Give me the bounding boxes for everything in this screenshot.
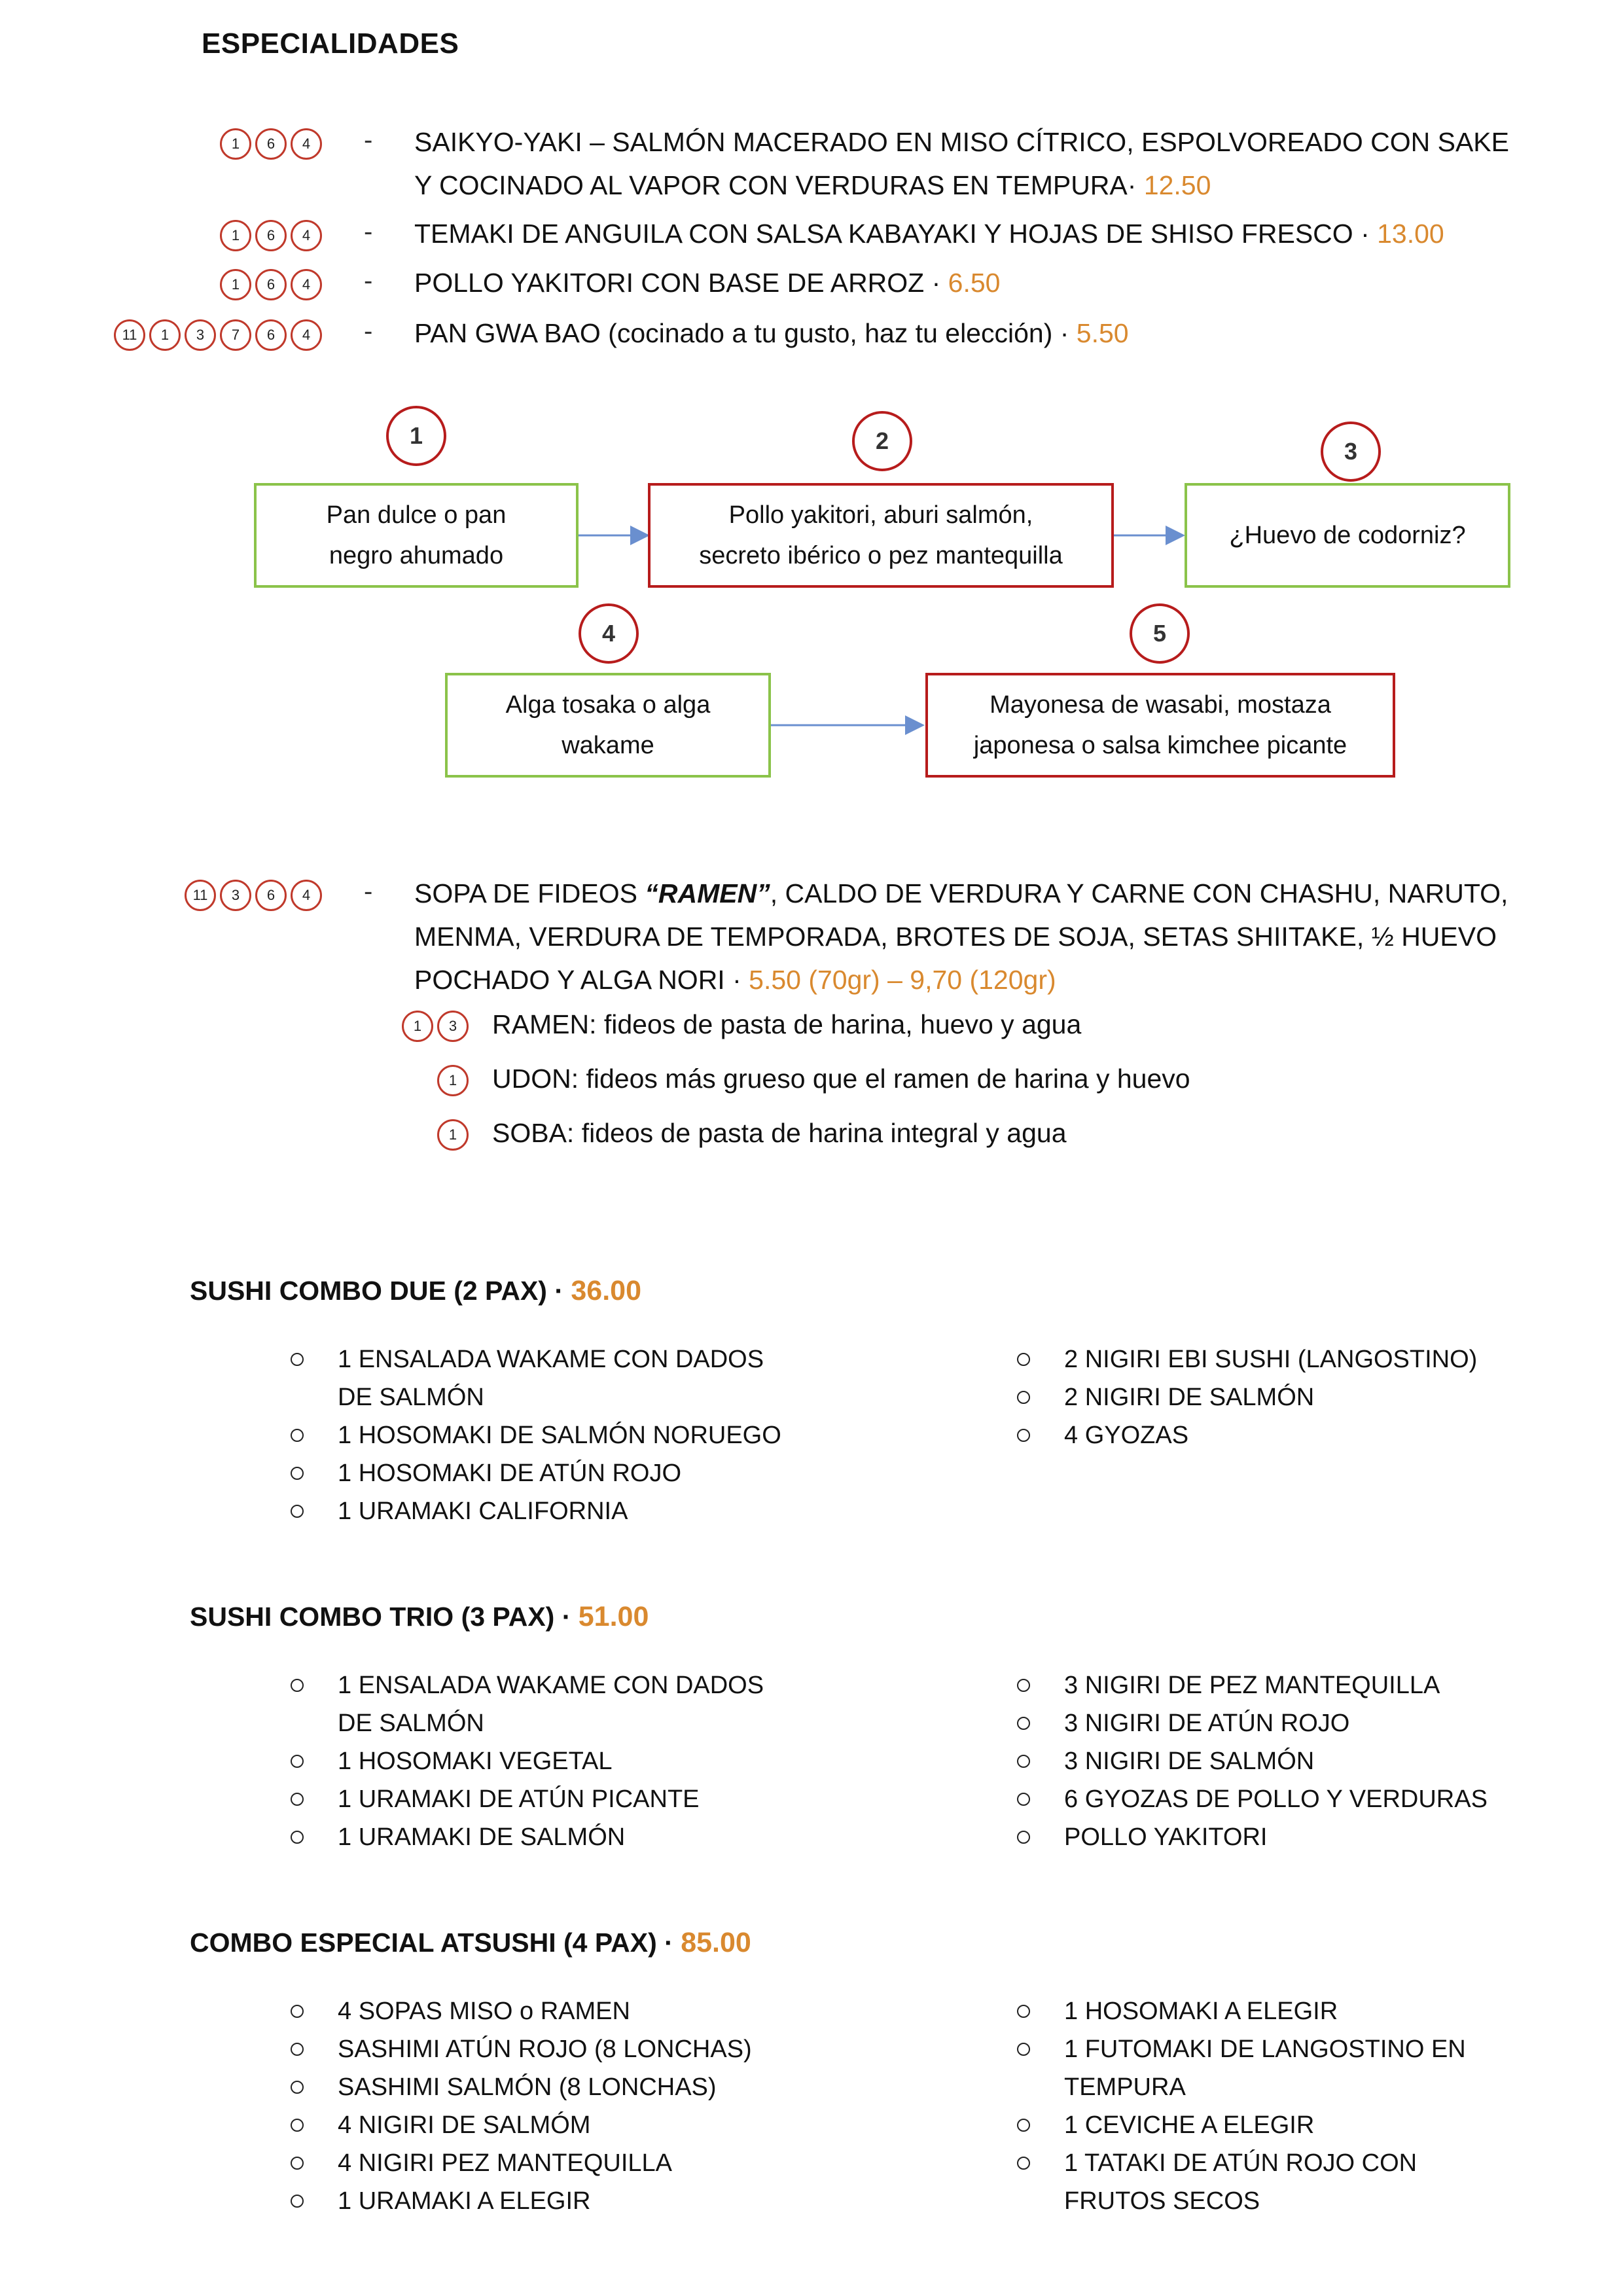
flow-step-text: Mayonesa de wasabi, mostaza [990, 691, 1331, 719]
combo-due [0, 1275, 1623, 1537]
combo-item [291, 1780, 880, 1818]
bullet-icon [291, 1679, 304, 1692]
flow-step-text: secreto ibérico o pez mantequilla [699, 542, 1063, 569]
bullet-icon [1017, 1679, 1030, 1692]
combo-items-left [291, 1666, 880, 1856]
flow-step-text: japonesa o salsa kimchee picante [973, 732, 1347, 759]
bullet-icon [291, 2157, 304, 2170]
combo-item [291, 1492, 880, 1530]
bullet-icon [291, 2119, 304, 2132]
allergen-badge: 4 [291, 880, 322, 911]
combo-item-text: 1 HOSOMAKI DE SALMÓN NORUEGO [338, 1422, 781, 1449]
allergen-badge: 6 [255, 220, 287, 251]
bullet-icon [291, 2195, 304, 2208]
page-heading: ESPECIALIDADES [202, 27, 459, 60]
noodle-text: SOBA: fideos de pasta de harina integral y agua [492, 1118, 1067, 1148]
combo-items-right [1017, 1992, 1554, 2220]
combo-item-text: 4 NIGIRI DE SALMÓM [338, 2111, 591, 2139]
bullet-icon [291, 1429, 304, 1442]
combo-item [1017, 1818, 1554, 1856]
combo-item [291, 1742, 880, 1780]
flow-step-number-2: 2 [852, 411, 912, 471]
noodle-option-soba [0, 1117, 1623, 1162]
combo-item-text: 6 GYOZAS DE POLLO Y VERDURAS [1064, 1785, 1488, 1813]
allergen-badge: 4 [291, 269, 322, 300]
bullet-icon [1017, 2043, 1030, 2056]
dish-description [414, 261, 1527, 304]
combo-item [1017, 1666, 1554, 1704]
combo-item-text: 1 FUTOMAKI DE LANGOSTINO EN TEMPURA [1064, 2036, 1466, 2101]
combo-item-text: 1 URAMAKI DE SALMÓN [338, 1823, 626, 1851]
ramen-emphasis: “RAMEN” [645, 878, 770, 908]
combo-name: SUSHI COMBO DUE (2 PAX) · [190, 1276, 571, 1306]
flow-step-text: Pollo yakitori, aburi salmón, [728, 501, 1033, 529]
combo-item [291, 2030, 880, 2068]
combo-item [1017, 1378, 1554, 1416]
combo-item [1017, 1992, 1554, 2030]
allergen-badge: 1 [220, 128, 251, 160]
bullet-icon [1017, 1793, 1030, 1806]
bullet-icon [291, 1831, 304, 1844]
flow-step-box-4 [445, 673, 771, 778]
dish-name: TEMAKI DE ANGUILA CON SALSA KABAYAKI Y HOJAS DE SHISO FRESCO · [414, 219, 1370, 249]
combo-items-left [291, 1340, 880, 1530]
combo-price: 85.00 [681, 1927, 751, 1958]
combo-item [291, 1992, 880, 2030]
allergen-badge: 6 [255, 319, 287, 351]
combo-item-text: 3 NIGIRI DE ATÚN ROJO [1064, 1710, 1350, 1737]
flow-step-text: Alga tosaka o alga [505, 691, 711, 719]
allergen-badge: 3 [220, 880, 251, 911]
combo-item [1017, 2030, 1554, 2106]
dish-dash: - [364, 317, 373, 346]
allergen-badge: 1 [149, 319, 181, 351]
bullet-icon [1017, 1755, 1030, 1768]
dish-price: 13.00 [1369, 219, 1444, 249]
dish-price: 5.50 [1069, 318, 1129, 348]
bullet-icon [1017, 2157, 1030, 2170]
bullet-icon [1017, 1831, 1030, 1844]
combo-item-text: SASHIMI SALMÓN (8 LONCHAS) [338, 2073, 717, 2101]
dish-saikyo-yaki [0, 126, 1623, 211]
dish-ramen [0, 877, 1623, 1008]
combo-item-text: 2 NIGIRI EBI SUSHI (LANGOSTINO) [1064, 1346, 1478, 1373]
combo-item-text: 4 NIGIRI PEZ MANTEQUILLA [338, 2149, 672, 2177]
combo-item [1017, 2144, 1554, 2220]
noodle-text: UDON: fideos más grueso que el ramen de harina y huevo [492, 1064, 1190, 1094]
allergen-badge: 6 [255, 269, 287, 300]
combo-atsushi [0, 1927, 1623, 2241]
bullet-icon [291, 2043, 304, 2056]
dish-pollo-yakitori [0, 266, 1623, 310]
combo-item [291, 2182, 880, 2220]
combo-item [291, 2068, 880, 2106]
allergen-badge: 3 [437, 1011, 469, 1042]
bullet-icon [291, 2005, 304, 2018]
flow-step-box-2 [648, 483, 1114, 588]
combo-item-text: 1 ENSALADA WAKAME CON DADOS DE SALMÓN [338, 1672, 764, 1737]
dish-name: POCHADO Y ALGA NORI · [414, 965, 741, 995]
bullet-icon [291, 1793, 304, 1806]
dish-name: , CALDO DE VERDURA Y CARNE CON CHASHU, NARUTO, [770, 878, 1508, 908]
combo-item-text: 1 HOSOMAKI DE ATÚN ROJO [338, 1460, 682, 1487]
combo-item [291, 1454, 880, 1492]
combo-item-text: 1 ENSALADA WAKAME CON DADOS DE SALMÓN [338, 1346, 764, 1411]
flow-step-number-5: 5 [1130, 603, 1190, 664]
combo-title [190, 1927, 751, 1959]
flow-step-number-4: 4 [579, 603, 639, 664]
dish-price: 12.50 [1136, 170, 1211, 200]
flow-step-text: ¿Huevo de codorniz? [1229, 522, 1466, 549]
combo-name: COMBO ESPECIAL ATSUSHI (4 PAX) · [190, 1928, 681, 1958]
combo-items-right [1017, 1666, 1554, 1856]
flow-step-text: wakame [562, 732, 654, 759]
dish-dash: - [364, 877, 373, 906]
bullet-icon [291, 1505, 304, 1518]
combo-title [190, 1601, 649, 1633]
flow-step-box-5 [925, 673, 1395, 778]
noodle-text: RAMEN: fideos de pasta de harina, huevo y agua [492, 1009, 1082, 1039]
allergen-badge: 1 [220, 220, 251, 251]
dish-description [414, 312, 1527, 355]
combo-item [291, 1416, 880, 1454]
allergen-badge: 4 [291, 220, 322, 251]
combo-items-right [1017, 1340, 1554, 1454]
combo-item-text: SASHIMI ATÚN ROJO (8 LONCHAS) [338, 2036, 752, 2063]
combo-price: 36.00 [571, 1275, 641, 1306]
combo-item [1017, 1704, 1554, 1742]
dish-price: 5.50 (70gr) – 9,70 (120gr) [741, 965, 1056, 995]
combo-item-text: 1 CEVICHE A ELEGIR [1064, 2111, 1315, 2139]
bullet-icon [1017, 1391, 1030, 1404]
combo-trio [0, 1601, 1623, 1863]
bullet-icon [291, 2081, 304, 2094]
combo-item [291, 1340, 880, 1416]
bullet-icon [291, 1353, 304, 1366]
dish-name: POLLO YAKITORI CON BASE DE ARROZ · [414, 268, 941, 298]
combo-title [190, 1275, 641, 1307]
combo-item-text: 3 NIGIRI DE SALMÓN [1064, 1748, 1315, 1775]
combo-item-text: 3 NIGIRI DE PEZ MANTEQUILLA [1064, 1672, 1440, 1699]
flow-step-box-1 [254, 483, 579, 588]
combo-item [1017, 1742, 1554, 1780]
allergen-badge: 1 [437, 1065, 469, 1096]
dish-name: PAN GWA BAO (cocinado a tu gusto, haz tu elección) · [414, 318, 1069, 348]
bullet-icon [1017, 2119, 1030, 2132]
flow-step-box-3 [1185, 483, 1510, 588]
allergen-badge: 11 [114, 319, 145, 351]
flow-step-number-1: 1 [386, 406, 446, 466]
combo-item-text: 1 URAMAKI CALIFORNIA [338, 1498, 628, 1525]
combo-item [291, 1666, 880, 1742]
dish-name: SOPA DE FIDEOS [414, 878, 645, 908]
noodle-option-udon [0, 1062, 1623, 1108]
dish-dash: - [364, 126, 373, 154]
dish-description [414, 872, 1527, 1001]
combo-item-text: 1 TATAKI DE ATÚN ROJO CON FRUTOS SECOS [1064, 2149, 1418, 2215]
dish-temaki-anguila [0, 217, 1623, 260]
dish-dash: - [364, 217, 373, 246]
combo-item [1017, 1780, 1554, 1818]
bullet-icon [1017, 1353, 1030, 1366]
allergen-badge: 6 [255, 880, 287, 911]
combo-item-text: 1 HOSOMAKI VEGETAL [338, 1748, 613, 1775]
allergen-badge: 1 [402, 1011, 433, 1042]
allergen-badge: 3 [185, 319, 216, 351]
combo-item [291, 1818, 880, 1856]
flow-step-text: negro ahumado [329, 542, 504, 569]
allergen-badge: 4 [291, 319, 322, 351]
dish-name: MENMA, VERDURA DE TEMPORADA, BROTES DE SOJA, SETAS SHIITAKE, ½ HUEVO [414, 922, 1497, 952]
dish-description [414, 120, 1527, 207]
combo-item-text: 1 HOSOMAKI A ELEGIR [1064, 1998, 1338, 2025]
bullet-icon [1017, 2005, 1030, 2018]
combo-item-text: POLLO YAKITORI [1064, 1823, 1268, 1851]
noodle-option-ramen [0, 1008, 1623, 1054]
combo-item-text: 2 NIGIRI DE SALMÓN [1064, 1384, 1315, 1411]
combo-item [1017, 2106, 1554, 2144]
combo-item [1017, 1416, 1554, 1454]
dish-price: 6.50 [940, 268, 1001, 298]
combo-name: SUSHI COMBO TRIO (3 PAX) · [190, 1602, 579, 1632]
bullet-icon [1017, 1717, 1030, 1730]
dish-name: SAIKYO-YAKI – SALMÓN MACERADO EN MISO CÍTRICO, ESPOLVOREADO CON SAKE Y COCINADO AL VAPOR CON VERDURAS EN TEMPURA· [414, 127, 1509, 200]
combo-items-left [291, 1992, 880, 2220]
bullet-icon [291, 1755, 304, 1768]
flow-step-number-3: 3 [1321, 422, 1381, 482]
allergen-badge: 1 [220, 269, 251, 300]
allergen-badge: 4 [291, 128, 322, 160]
bullet-icon [291, 1467, 304, 1480]
combo-item-text: 4 GYOZAS [1064, 1422, 1189, 1449]
combo-item [291, 2144, 880, 2182]
dish-description [414, 212, 1527, 255]
combo-item [291, 2106, 880, 2144]
bao-flowchart [0, 393, 1623, 798]
dish-dash: - [364, 266, 373, 295]
allergen-badge: 1 [437, 1119, 469, 1151]
combo-item [1017, 1340, 1554, 1378]
combo-item-text: 1 URAMAKI A ELEGIR [338, 2187, 591, 2215]
allergen-badge: 7 [220, 319, 251, 351]
combo-item-text: 4 SOPAS MISO o RAMEN [338, 1998, 630, 2025]
allergen-badge: 11 [185, 880, 216, 911]
allergen-badge: 6 [255, 128, 287, 160]
dish-pan-gwa-bao [0, 317, 1623, 360]
combo-item-text: 1 URAMAKI DE ATÚN PICANTE [338, 1785, 700, 1813]
combo-price: 51.00 [578, 1601, 649, 1632]
flow-step-text: Pan dulce o pan [326, 501, 507, 529]
bullet-icon [1017, 1429, 1030, 1442]
